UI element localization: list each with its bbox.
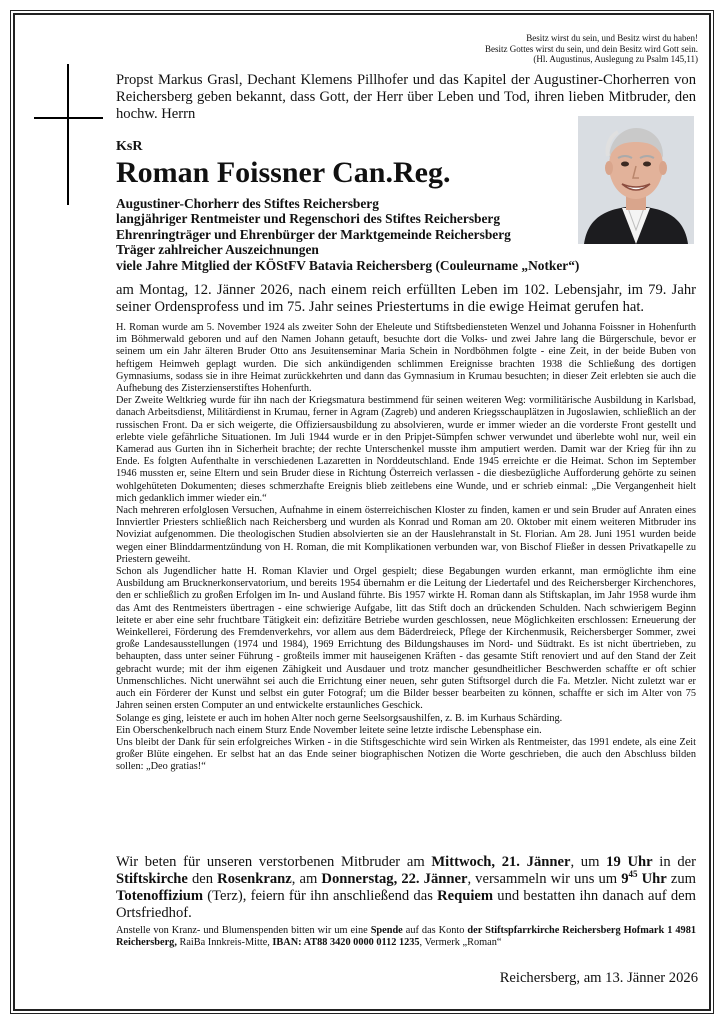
- mass-text: Wir beten für unseren verstorbenen Mitbruder am: [116, 854, 432, 870]
- donation-text: , Vermerk „Roman“: [419, 937, 502, 949]
- funeral-service-info: [116, 854, 696, 922]
- requiem-minute: 45: [628, 869, 638, 880]
- motto-line: Besitz Gottes wirst du sein, und dein Besitz wird Gott sein.: [485, 43, 698, 54]
- mass-text: den: [187, 871, 218, 887]
- donation-account: der Stiftspfarrkirche Reichersberg Hofmark 1 4981 Reichersberg,: [116, 925, 696, 949]
- death-notice: am Montag, 12. Jänner 2026, nach einem reich erfüllten Leben im 102. Lebensjahr, im 79. Jahr seiner Ordensprofess und im 75. Jahr seines Priestertums in die ewige Heimat gerufen hat.: [116, 282, 696, 315]
- role-line: langjähriger Rentmeister und Regenschori des Stiftes Reichersberg: [116, 211, 501, 227]
- cross-vertical-bar: [67, 64, 69, 205]
- biography-paragraph: Der Zweite Weltkrieg wurde für ihn nach der Kriegsmatura bestimmend für seinen weiteren Weg: vormilitärische Ausbildung in Karlsbad, danach Arbeitsdienst, Militärdienst in Krumau, ferner in Agram (Zagreb) und anderen Kriegsschauplätzen in Jugoslawien, schließlich an der russischen Front. Da er sich weigerte, die Offiziersausbildung zu absolvieren, wurde er immer wieder an die vorderste Front gestellt und erlebte viele gefährliche Situationen. Im Juli 1944 wurde er in den Pripjet-Sümpfen schwer verwundet und überlebte wohl nur, weil ein Kamerad aus Gurten ihn in Sicherheit brachte; der rechte Unterschenkel musste ihm amputiert werden. Damit war der Krieg für ihn zu Ende. Es folgten Aufenthalte in verschiedenen Lazaretten in Norddeutschland. Ende 1945 erreichte er die Heimat. Schon im September 1946 mussten er, seine Eltern und sein Bruder diese in Richtung Österreich verlassen - die diesbezügliche Aufforderung gehörte zu seinen wohlgehüteten Dokumenten; dieses schmerzhafte Ereignis blieb zeitlebens eine Wunde, und er schrieb einmal: „Die Vergangenheit hielt mich gedanklich immer wieder ein.“: [116, 395, 696, 504]
- requiem-date: Donnerstag, 22. Jänner: [321, 871, 468, 887]
- role-line: Träger zahlreicher Auszeichnungen: [116, 242, 319, 258]
- role-line: viele Jahre Mitglied der KÖStFV Batavia Reichersberg (Couleurname „Notker“): [116, 257, 580, 273]
- mass-text: (Terz), feiern für ihn anschließend das: [203, 888, 438, 904]
- rosary-time: 19 Uhr: [606, 854, 653, 870]
- rosary-date: Mittwoch, 21. Jänner: [431, 854, 571, 870]
- announcement-intro: Propst Markus Grasl, Dechant Klemens Pillhofer und das Kapitel der Augustiner-Chorherren von Reichersberg geben bekannt, dass Gott, der Herr über Leben und Tod, ihren lieben Mitbruder, den hochw. Herrn: [116, 72, 696, 122]
- mass-text: zum: [666, 871, 696, 887]
- rosary-location: Stiftskirche: [116, 871, 188, 887]
- donation-text: Anstelle von Kranz- und Blumenspenden bitten wir um eine: [116, 925, 371, 936]
- mass-text: , am: [291, 871, 322, 887]
- motto-line: Besitz wirst du sein, und Besitz wirst du haben!: [526, 33, 698, 43]
- role-line: Augustiner-Chorherr des Stiftes Reichersberg: [116, 196, 379, 211]
- donation-text: auf das Konto: [402, 925, 468, 936]
- mass-text: in der: [652, 854, 696, 870]
- cross-horizontal-bar: [34, 117, 103, 119]
- requiem-label: Requiem: [437, 888, 494, 904]
- biography-paragraph: Nach mehreren erfolglosen Versuchen, Aufnahme in einem österreichischen Kloster zu finden, kamen er und sein Bruder auf Anraten eines Innviertler Priesters schließlich nach Reichersberg und wurden als Konrad und Roman am 20. Oktober mit einem weiteren Mitbruder ins Noviziat aufgenommen. Die theologischen Studien absolvierten sie an der Hauslehranstalt in St. Florian. Am 28. Juni 1951 wurden beide wegen einer Blinddarmentzündung von H. Roman, die mit Komplikationen verbunden war, von Bischof Fließer in dessen Privatkapelle zu Priestern geweiht.: [116, 505, 696, 565]
- motto-source: (Hl. Augustinus, Auslegung zu Psalm 145,11): [533, 54, 698, 64]
- mass-text: und bestatten ihn danach auf dem Ortsfriedhof.: [116, 888, 696, 921]
- donation-request: [116, 925, 696, 950]
- deceased-name: Roman Foissner Can.Reg.: [116, 156, 451, 189]
- rosary-label: Rosenkranz: [217, 871, 292, 887]
- requiem-hour: 9: [621, 871, 629, 887]
- mass-text: , versammeln wir uns um: [467, 871, 622, 887]
- place-and-date: Reichersberg, am 13. Jänner 2026: [499, 970, 698, 986]
- role-line: Ehrenringträger und Ehrenbürger der Marktgemeinde Reichersberg: [116, 226, 511, 242]
- mass-text: , um: [570, 854, 607, 870]
- motto-quote: [298, 33, 698, 65]
- biography-paragraph: Solange es ging, leistete er auch im hohen Alter noch gerne Seelsorgsaushilfen, z. B. im Kurhaus Schärding.: [116, 712, 563, 724]
- deceased-roles: [116, 196, 636, 273]
- donation-label: Spende: [370, 925, 403, 936]
- deceased-title: [116, 139, 576, 189]
- biography: [116, 322, 696, 774]
- requiem-time-unit: Uhr: [637, 871, 667, 887]
- biography-paragraph: Ein Oberschenkelbruch nach einem Sturz Ende November leitete seine letzte irdische Lebensphase ein.: [116, 724, 542, 736]
- donation-iban: IBAN: AT88 3420 0000 0112 1235: [272, 937, 420, 949]
- donation-text: RaiBa Innkreis-Mitte,: [176, 937, 273, 949]
- biography-paragraph: H. Roman wurde am 5. November 1924 als zweiter Sohn der Eheleute und Stiftsbediensteten Wenzel und Johanna Foissner in Hohenfurth im Böhmerwald geboren und auf den Namen Johann getauft, besuchte dort die Volks- und zwei Jahre lang die Bürgerschule, bevor er seinem um ein Jahr älteren Bruder Otto ans Jesuitenseminar Maria Schein in Nordböhmen folgte - eine Zeit, in der beide Buben von heftigem Heimweh geplagt wurden. Die sich ankündigenden schlimmen Ereignisse brachten 1938 die Schließung des dortigen Gymnasiums, sodass sie in ihre Heimat zurückkehrten und dann das Gymnasium in Krumau besuchten; in dieser Zeit erlebten sie auch die Aufhebung des Zisterzienserstiftes Hohenfurth.: [116, 322, 696, 395]
- office-label: Totenoffizium: [116, 888, 204, 904]
- requiem-time: [621, 871, 667, 887]
- honorific-prefix: KsR: [116, 139, 143, 154]
- biography-paragraph: Uns bleibt der Dank für sein erfolgreiches Wirken - in die Stiftsgeschichte wird sein Wirken als Rentmeister, das 1991 endete, als eine Zeit großer Blüte eingehen. Er selbst hat an das Ende seiner biographischen Notizen die Worte geschrieben, die auch den Abschluss bilden sollen: „Deo gratias!“: [116, 736, 696, 773]
- biography-paragraph: Schon als Jugendlicher hatte H. Roman Klavier und Orgel gespielt; diese Begabungen wurden erkannt, man ermöglichte ihm eine Ausbildung am Brucknerkonservatorium, und bereits 1954 übernahm er die Leitung der Liedertafel und des Reichersberger Kirchenchores, den er schließlich zu großen Erfolgen im In- und Ausland führte. Bis 1957 wirkte H. Roman dann als Stiftskaplan, im Jahr 1958 wurde ihm das Amt des Rentmeisters übertragen - eine schwierige Aufgabe, litt das Stift doch an drückenden Schulden. Nach schwierigem Beginn leitete er aber eine sehr fruchtbare Tätigkeit ein: defizitäre Betriebe wurden geschlossen, neue Möglichkeiten erschlossen: Erneuerung der Weinkellerei, Förderung des Fremdenverkehrs, vor allem aus dem Bäderdreieck, Pflege der Kirchenmusik, Reichersberger Sommer, zwei große Landesausstellungen (1974 und 1984), 1969 Errichtung des Bildungshauses im Nord- und Südtrakt. Es ist nicht übertrieben, zu behaupten, dass unter seiner Führung - großteils immer mit hauseigenen Kräften - das gesamte Stift renoviert und auf den Stand der Zeit gebracht wurde; mit der ihm eigenen Zähigkeit und Ausdauer und trotz mancher gesundheitlicher Beschwerden schaffte er oft schier Unmenschliches. Nicht unerwähnt sei auch die Errichtung einer neuen, sehr guten Stiftsorgel durch die Fa. Metzler. Nicht zuletzt war er auch ein Förderer der Kunst und selbst ein guter Fotograf; um die Bilder besser bearbeiten zu können, schaffte er sich im Alter von 75 Jahren seinen ersten Computer an und entwickelte erstaunliches Geschick.: [116, 566, 696, 712]
